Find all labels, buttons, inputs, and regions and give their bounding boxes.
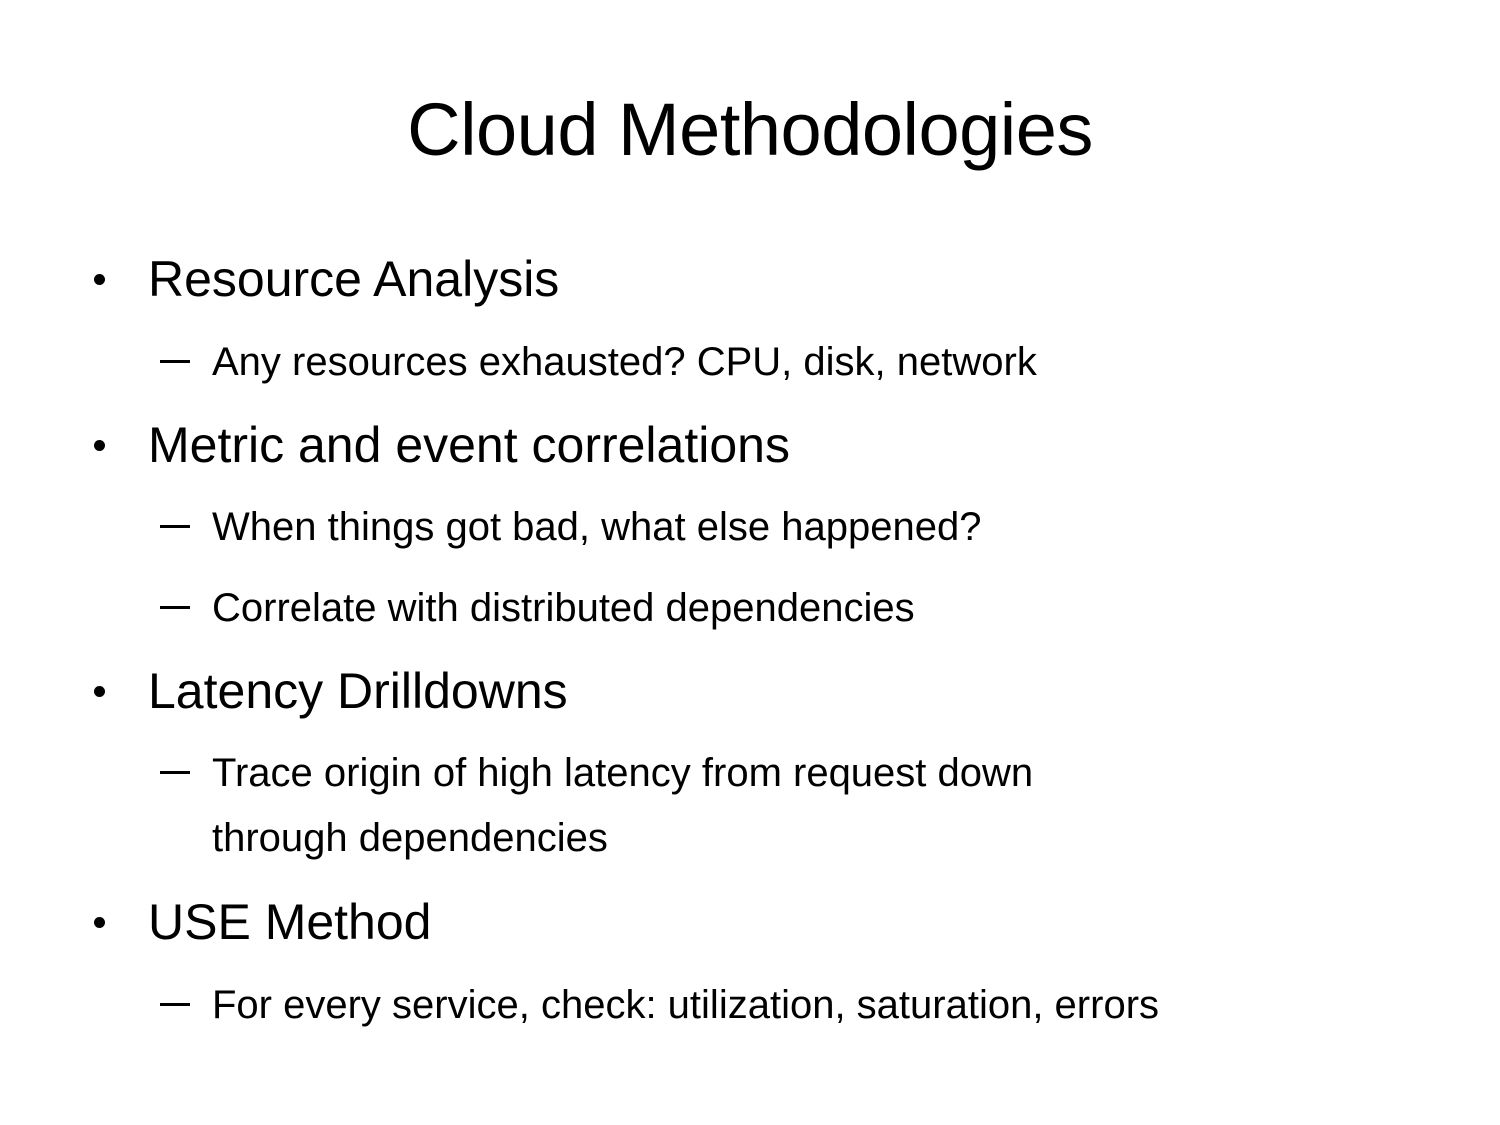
bullet-label: USE Method [148, 894, 432, 950]
sub-bullet-label: Correlate with distributed dependencies [212, 586, 915, 630]
bullet-label: Latency Drilldowns [148, 663, 568, 719]
sub-bullet-label: Trace origin of high latency from request down [212, 751, 1034, 795]
sub-bullet-label: through dependencies [212, 816, 608, 860]
bullet-label: Resource Analysis [148, 251, 560, 307]
bullet-label: Metric and event correlations [148, 417, 790, 473]
sub-bullet-label: For every service, check: utilization, saturation, errors [212, 983, 1160, 1027]
sub-bullet-label: When things got bad, what else happened? [212, 505, 982, 549]
sub-bullet-label: Any resources exhausted? CPU, disk, network [212, 340, 1037, 384]
bullet-list [86, 0, 1466, 1125]
slide-title: Cloud Methodologies [407, 88, 1093, 171]
